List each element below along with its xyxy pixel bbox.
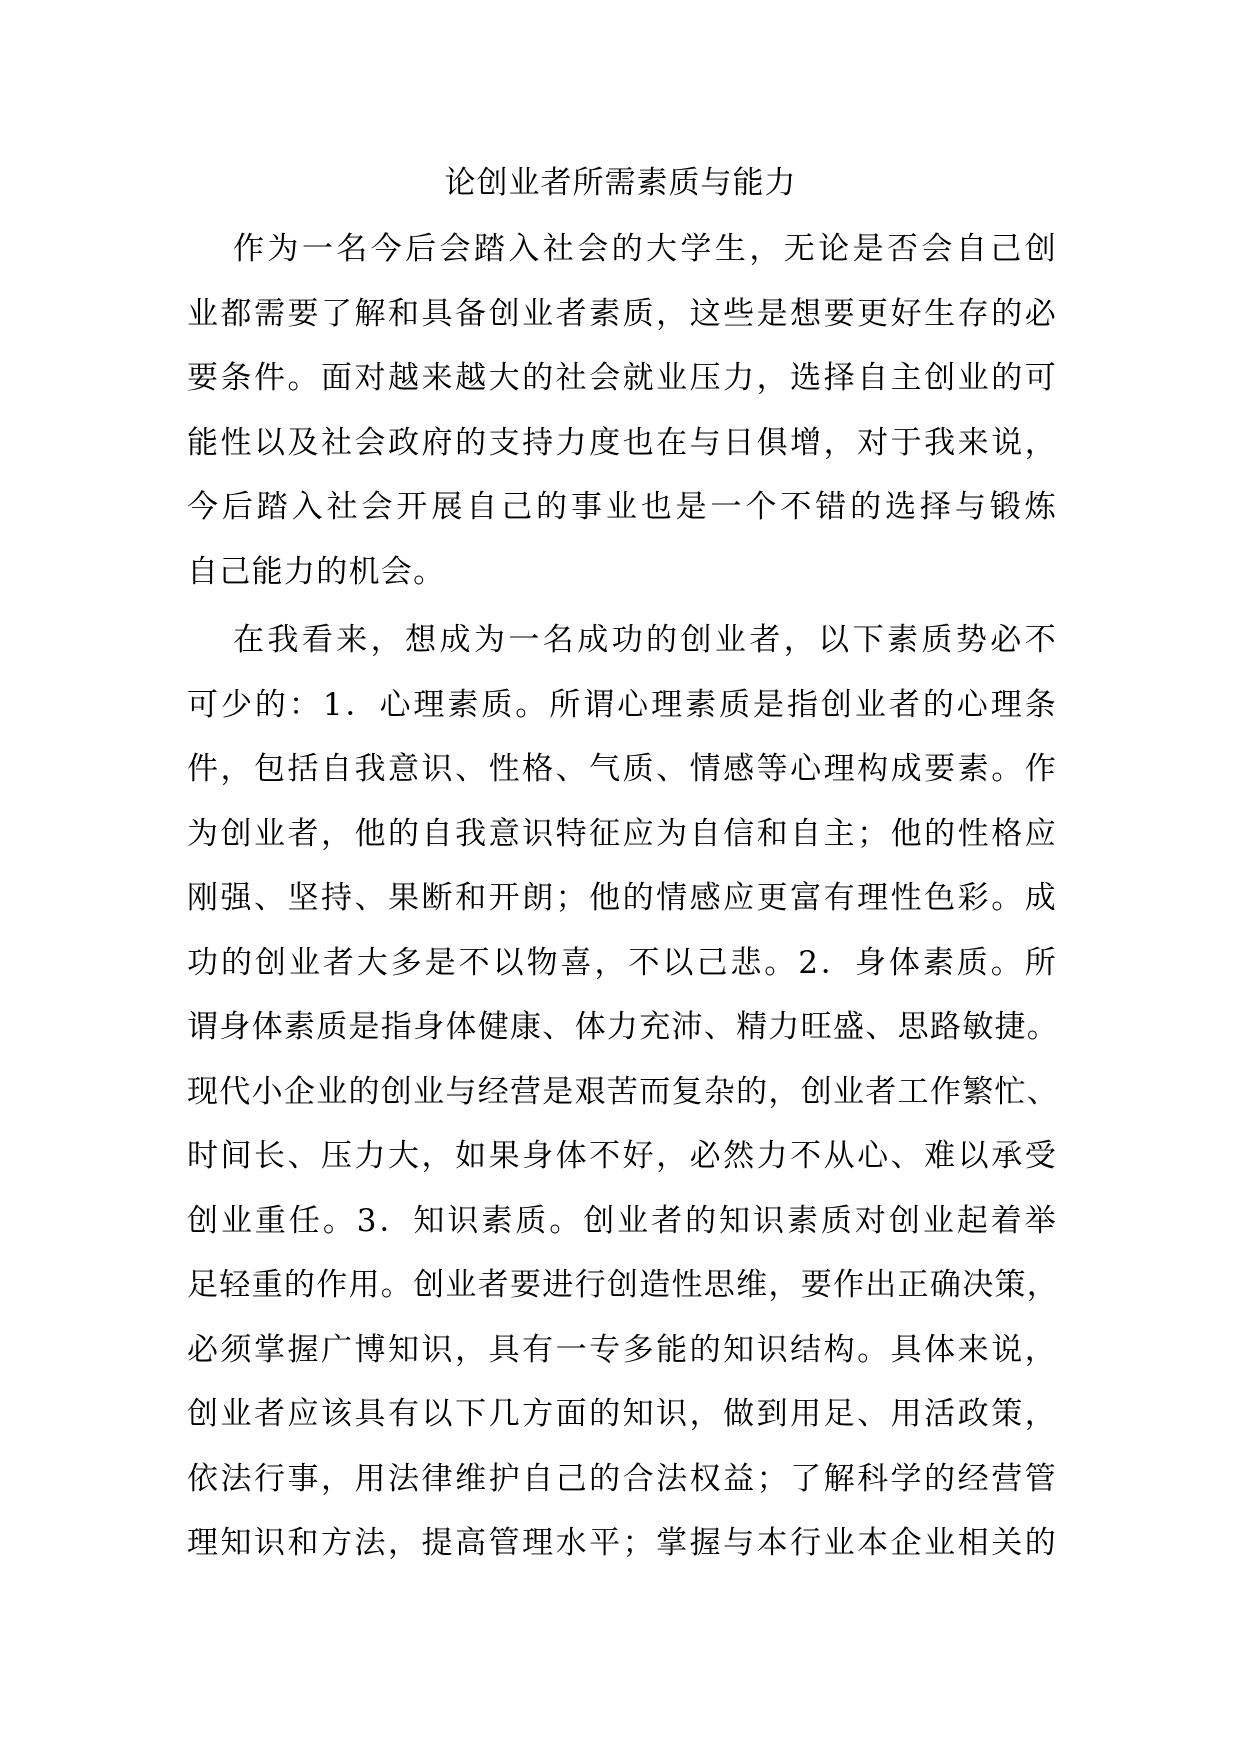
paragraph-line: 作为一名今后会踏入社会的大学生，无论是否会自己创 (233, 231, 1057, 267)
paragraph-line: 要条件。面对越来越大的社会就业压力，选择自主创业的可 (187, 360, 1057, 396)
paragraph-line: 自己能力的机会。 (187, 553, 446, 590)
paragraph-line: 可少的：1．心理素质。所谓心理素质是指创业者的心理条 (187, 686, 1057, 723)
paragraph-1 (187, 217, 1057, 604)
paragraph-2 (187, 608, 1060, 1576)
paragraph-line: 能性以及社会政府的支持力度也在与日俱增，对于我来说， (187, 424, 1057, 461)
paragraph-line: 创业重任。3．知识素质。创业者的知识素质对创业起着举 (187, 1202, 1057, 1239)
paragraph-line: 时间长、压力大，如果身体不好，必然力不从心、难以承受 (187, 1138, 1057, 1174)
paragraph-line: 件，包括自我意识、性格、气质、情感等心理构成要素。作 (187, 751, 1057, 787)
paragraph-line: 足轻重的作用。创业者要进行创造性思维，要作出正确决策， (187, 1267, 1060, 1303)
paragraph-line: 刚强、坚持、果断和开朗；他的情感应更富有理性色彩。成 (187, 880, 1057, 916)
paragraph-line: 现代小企业的创业与经营是艰苦而复杂的，创业者工作繁忙、 (187, 1073, 1060, 1110)
paragraph-line: 为创业者，他的自我意识特征应为自信和自主；他的性格应 (187, 815, 1057, 852)
paragraph-line: 业都需要了解和具备创业者素质，这些是想要更好生存的必 (187, 295, 1057, 332)
paragraph-line: 理知识和方法，提高管理水平；掌握与本行业本企业相关的 (187, 1525, 1057, 1561)
paragraph-line: 谓身体素质是指身体健康、体力充沛、精力旺盛、思路敏捷。 (187, 1009, 1060, 1045)
paragraph-line: 创业者应该具有以下几方面的知识，做到用足、用活政策， (187, 1396, 1057, 1432)
paragraph-line: 必须掌握广博知识，具有一专多能的知识结构。具体来说， (187, 1331, 1057, 1368)
paragraph-line: 依法行事，用法律维护自己的合法权益；了解科学的经营管 (187, 1460, 1057, 1497)
paragraph-line: 今后踏入社会开展自己的事业也是一个不错的选择与锻炼 (187, 489, 1057, 525)
paragraph-line: 在我看来，想成为一名成功的创业者，以下素质势必不 (233, 622, 1057, 658)
paragraph-line: 功的创业者大多是不以物喜，不以己悲。2．身体素质。所 (187, 944, 1057, 981)
document-title: 论创业者所需素质与能力 (444, 165, 797, 201)
